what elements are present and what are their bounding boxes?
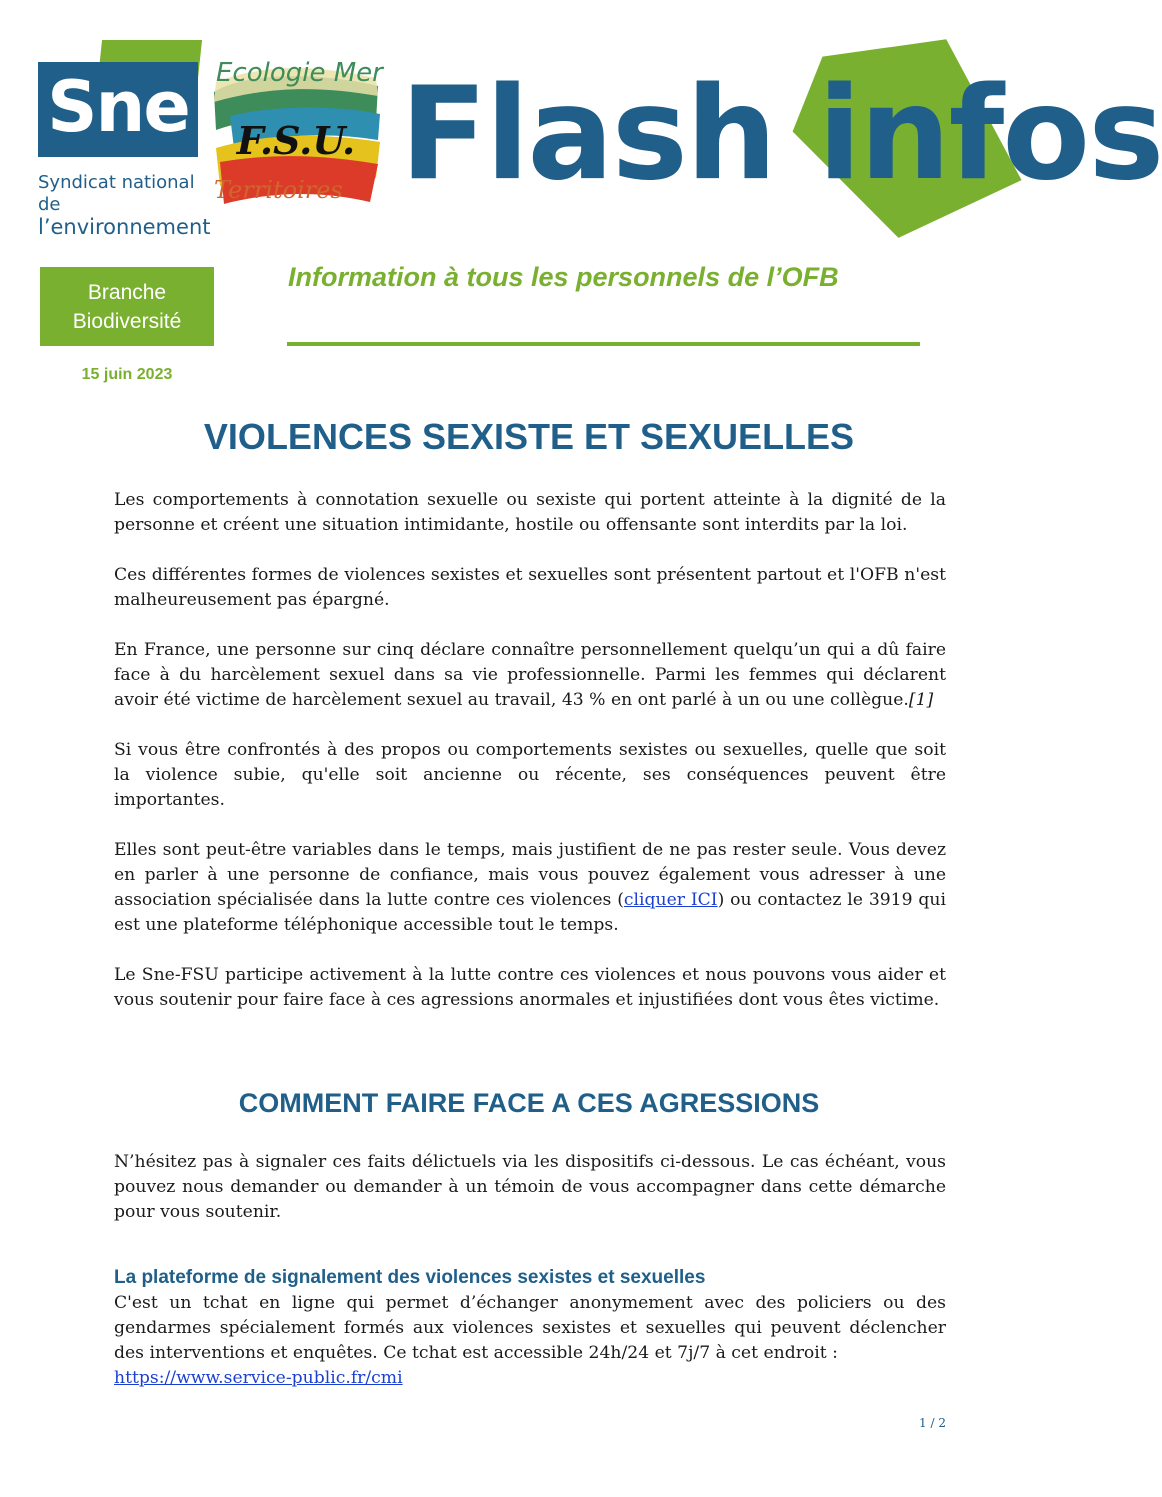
paragraph-3	[114, 638, 946, 713]
sne-logo-text: Sne	[47, 66, 189, 148]
subtitle: Information à tous les personnels de l’OFB	[288, 262, 839, 292]
paragraph-2: Ces différentes formes de violences sexistes et sexuelles sont présentent partout et l'OFB n'est malheureusement pas épargné.	[114, 565, 946, 610]
paragraph-4: Si vous être confrontés à des propos ou comportements sexistes ou sexuelles, quelle que soit la violence subie, qu'elle soit ancienne ou récente, ses conséquences peuvent être importantes.	[114, 740, 946, 810]
sne-logo-caption	[38, 172, 211, 239]
section-heading: COMMENT FAIRE FACE A CES AGRESSIONS	[238, 1088, 820, 1118]
paragraph-8	[114, 1291, 946, 1391]
paragraph-5-text-before: Elles sont peut-être variables dans le temps, mais justifient de ne pas rester seule. Vous devez en parler à une personne de confiance, mais vous pouvez également vous adresser à une association spécialisée dans la lutte contre ces violences (	[114, 840, 946, 910]
branch-line2: Biodiversité	[72, 309, 182, 333]
fsu-logo-bottom-text: Territoires	[214, 176, 343, 204]
subtitle-underline	[287, 342, 920, 346]
subsection-heading: La plateforme de signalement des violences sexistes et sexuelles	[114, 1267, 706, 1288]
paragraph-5	[114, 838, 946, 938]
fsu-logo-top-text: Ecologie Mer	[216, 58, 383, 88]
branch-line1: Branche	[87, 280, 167, 304]
paragraph-7: N’hésitez pas à signaler ces faits délictuels via les dispositifs ci-dessous. Le cas échéant, vous pouvez nous demander ou demander à un témoin de vous accompagner dans cette démarche pour vous soutenir.	[114, 1152, 946, 1222]
paragraph-6: Le Sne-FSU participe activement à la lutte contre ces violences et nous pouvons vous aider et vous soutenir pour faire face à ces agressions anormales et injustifiées dont vous êtes victime.	[114, 965, 946, 1010]
flash-infos-title: Flash infos	[400, 60, 1162, 209]
fsu-logo-text: F.S.U.	[236, 118, 356, 163]
footnote-reference[interactable]: [1]	[908, 690, 934, 710]
paragraph-1: Les comportements à connotation sexuelle ou sexiste qui portent atteinte à la dignité de la personne et créent une situation intimidante, hostile ou offensante sont interdits par la loi.	[114, 490, 946, 535]
main-heading: VIOLENCES SEXISTE ET SEXUELLES	[203, 416, 855, 457]
branch-badge	[40, 267, 214, 346]
sne-caption-line1: Syndicat national de	[38, 172, 195, 215]
association-link[interactable]: cliquer ICI	[623, 890, 718, 910]
paragraph-8-text: C'est un tchat en ligne qui permet d’échanger anonymement avec des policiers ou des gendarmes spécialement formés aux violences sexistes et sexuelles qui peuvent déclencher des interventions et enquêtes. Ce tchat est accessible 24h/24 et 7j/7 à cet endroit :	[114, 1293, 946, 1363]
service-public-link[interactable]: https://www.service-public.fr/cmi	[114, 1368, 403, 1388]
paragraph-3-text: En France, une personne sur cinq déclare connaître personnellement quelqu’un qui a dû faire face à du harcèlement sexuel dans sa vie professionnelle. Parmi les femmes qui déclarent avoir été victime de harcèlement sexuel au travail, 43 % en ont parlé à un ou une collègue.	[114, 640, 946, 710]
paragraph-5-text-after: ) ou contactez le 3919 qui est une plateforme téléphonique accessible tout le temps.	[114, 890, 946, 935]
sne-caption-line2: l’environnement	[38, 215, 211, 239]
page-number: 1 / 2	[919, 1416, 946, 1430]
publication-date: 15 juin 2023	[81, 366, 173, 383]
